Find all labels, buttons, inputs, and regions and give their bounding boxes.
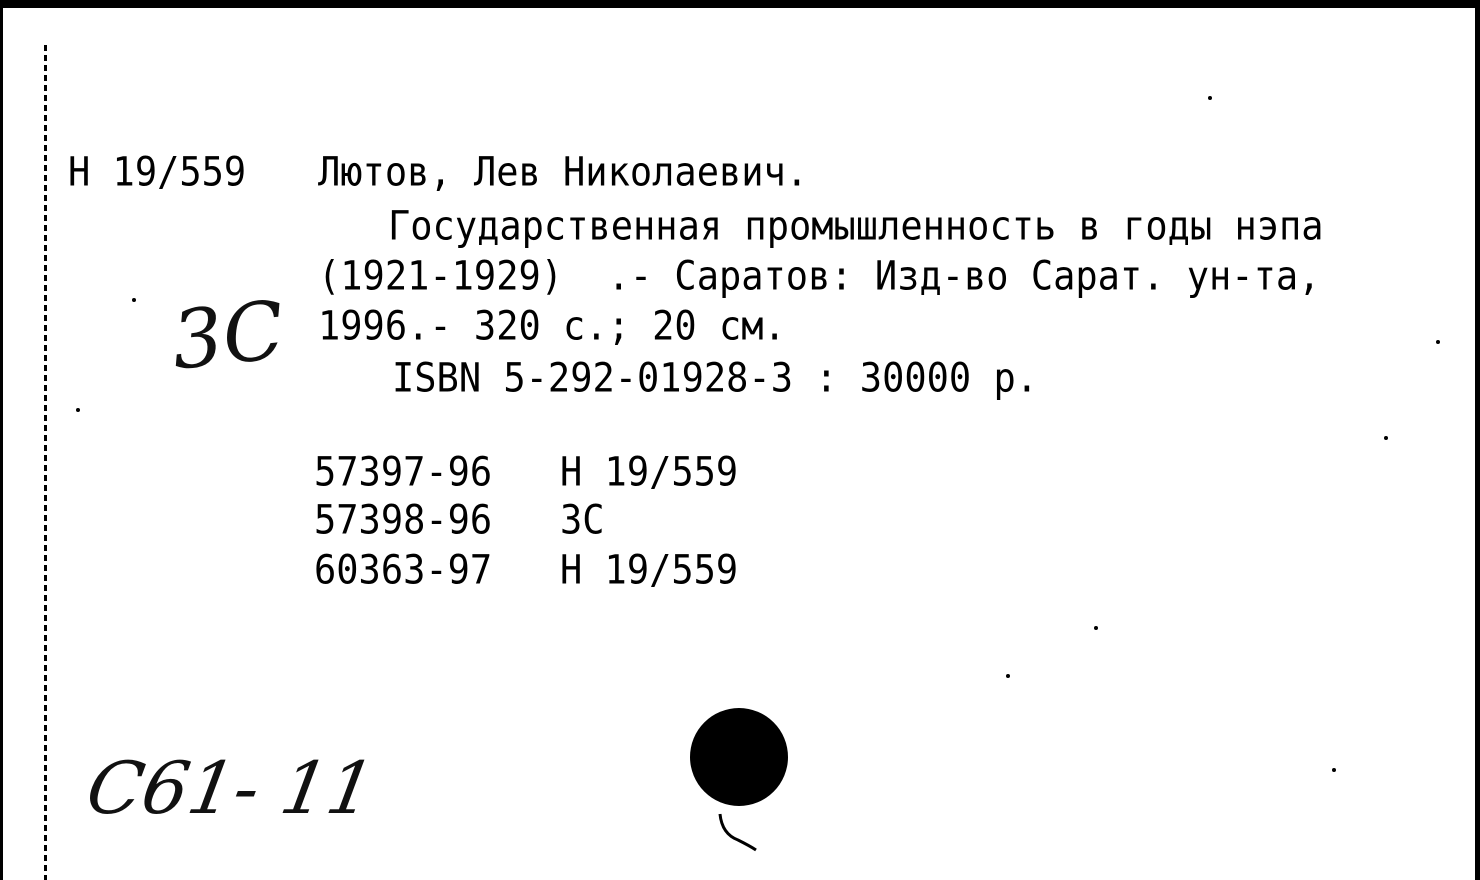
handwritten-mark: 3С [167, 283, 289, 388]
title-line-2: (1921-1929) .- Саратов: Изд-во Сарат. ун-та, [318, 252, 1321, 300]
call-number: Н 19/559 [68, 148, 247, 196]
speck [1208, 96, 1212, 100]
title-line-1: Государственная промышленность в годы нэпа [388, 202, 1324, 250]
speck [1384, 436, 1388, 440]
handwritten-shelf-mark: С61- 11 [80, 746, 381, 830]
holding-number: 57397-96 [314, 448, 493, 496]
holding-location: Н 19/559 [560, 546, 739, 594]
card-right-border [1475, 0, 1480, 880]
speck [76, 408, 80, 412]
isbn-line: ISBN 5-292-01928-3 : 30000 р. [392, 354, 1039, 402]
holding-number: 57398-96 [314, 496, 493, 544]
card-left-border [0, 0, 3, 880]
speck [1436, 340, 1440, 344]
punch-hole-tear-mark [716, 800, 796, 860]
holding-location: Н 19/559 [560, 448, 739, 496]
holding-number: 60363-97 [314, 546, 493, 594]
speck [1332, 768, 1336, 772]
author-heading: Лютов, Лев Николаевич. [318, 148, 809, 196]
speck [1094, 626, 1098, 630]
speck [1006, 674, 1010, 678]
title-line-3: 1996.- 320 с.; 20 см. [318, 302, 786, 350]
holding-location: ЗС [560, 496, 605, 544]
card-perforation-line [44, 45, 47, 880]
speck [132, 298, 136, 302]
card-top-border [0, 0, 1480, 8]
punch-hole [690, 708, 788, 806]
